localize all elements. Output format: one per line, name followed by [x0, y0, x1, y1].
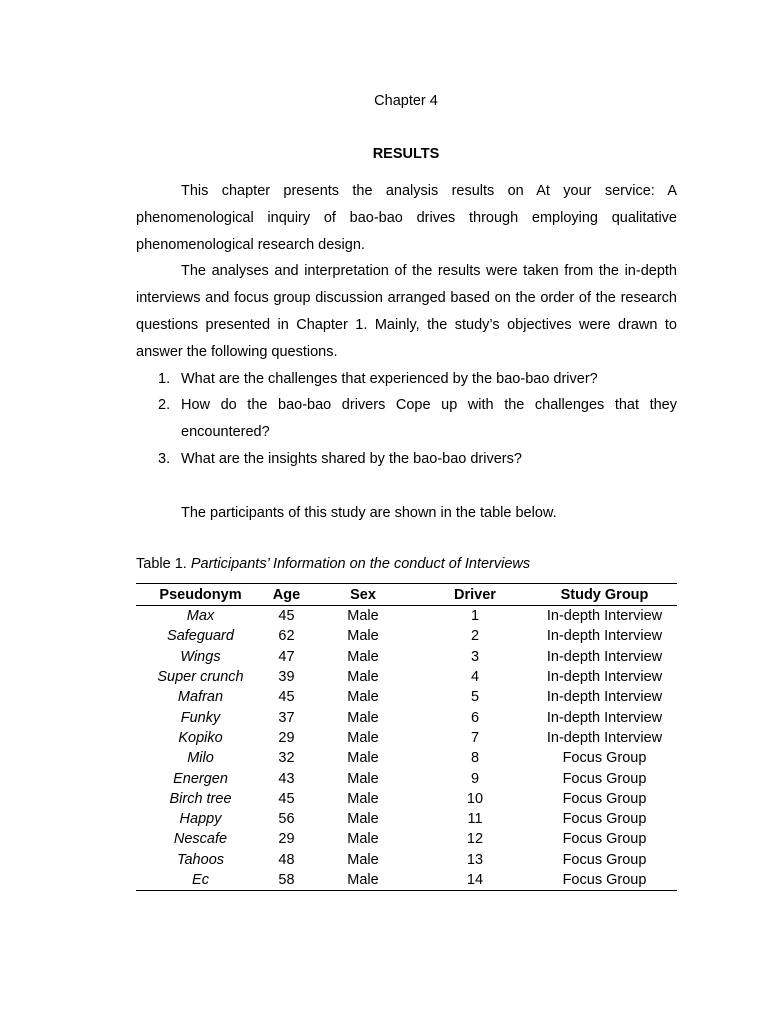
cell-study-group: Focus Group — [562, 831, 647, 848]
cell-driver: 5 — [470, 689, 480, 706]
list-number: 2. — [158, 397, 171, 414]
cell-age: 47 — [278, 648, 295, 665]
spacer — [136, 473, 677, 500]
table-row — [136, 687, 677, 707]
column-header-study-group: Study Group — [532, 584, 677, 606]
table-body — [136, 606, 677, 891]
cell-driver: 10 — [466, 790, 484, 807]
cell-age: 48 — [278, 851, 295, 868]
list-item-text: What are the challenges that experienced by the bao-bao driver? — [181, 370, 598, 387]
cell-pseudonym: Funky — [180, 709, 221, 726]
table-row — [136, 870, 677, 891]
cell-study-group: Focus Group — [562, 750, 647, 767]
table-row — [136, 667, 677, 687]
cell-age: 45 — [278, 608, 295, 625]
body-text — [136, 178, 677, 527]
cell-pseudonym: Happy — [179, 811, 222, 828]
cell-sex: Male — [347, 831, 379, 848]
table-row — [136, 748, 677, 768]
cell-pseudonym: Ec — [136, 870, 265, 891]
cell-driver: 7 — [470, 729, 480, 746]
table-row — [136, 809, 677, 829]
cell-driver: 11 — [467, 811, 483, 828]
cell-sex: Male — [347, 770, 379, 787]
cell-sex: Male — [347, 851, 379, 868]
paragraph-participants: The participants of this study are shown in the table below. — [181, 504, 557, 521]
cell-sex: Male — [347, 669, 379, 686]
cell-driver: 1 — [470, 608, 480, 625]
cell-age: 32 — [278, 750, 295, 767]
table-row — [136, 768, 677, 788]
table-caption — [136, 556, 677, 572]
cell-sex: Male — [347, 689, 379, 706]
cell-age: 37 — [278, 709, 295, 726]
cell-sex: Male — [347, 729, 379, 746]
cell-driver: 9 — [470, 770, 480, 787]
column-header-sex: Sex — [308, 584, 418, 606]
list-item — [136, 366, 677, 393]
cell-pseudonym: Kopiko — [178, 729, 223, 746]
cell-age: 39 — [278, 669, 295, 686]
list-item — [136, 446, 677, 473]
cell-pseudonym: Wings — [180, 648, 221, 665]
research-questions-list — [136, 366, 677, 473]
cell-driver: 14 — [418, 870, 532, 891]
cell-age: 45 — [278, 689, 295, 706]
table-row — [136, 850, 677, 870]
cell-pseudonym: Tahoos — [176, 851, 225, 868]
cell-sex: Male — [347, 750, 379, 767]
cell-study-group: Focus Group — [532, 870, 677, 891]
section-heading: RESULTS — [372, 146, 440, 162]
table-row — [136, 829, 677, 849]
chapter-number: Chapter 4 — [374, 93, 438, 109]
cell-study-group: Focus Group — [562, 851, 647, 868]
cell-pseudonym: Super crunch — [157, 669, 244, 686]
table-caption-title: Participants’ Information on the conduct of Interviews — [190, 556, 531, 572]
cell-driver: 6 — [470, 709, 480, 726]
cell-driver: 13 — [466, 851, 484, 868]
cell-driver: 3 — [470, 648, 480, 665]
cell-study-group: In-depth Interview — [546, 608, 663, 625]
cell-pseudonym: Mafran — [177, 689, 224, 706]
list-item-text: How do the bao-bao drivers Cope up with the challenges that they encountered? — [181, 397, 677, 441]
cell-pseudonym: Energen — [173, 770, 228, 787]
table-row — [136, 728, 677, 748]
table-header-row — [136, 584, 677, 606]
cell-sex: Male — [347, 628, 379, 645]
cell-study-group: In-depth Interview — [546, 669, 663, 686]
cell-driver: 8 — [470, 750, 480, 767]
column-header-driver: Driver — [418, 584, 532, 606]
column-header-pseudonym: Pseudonym — [136, 584, 265, 606]
cell-age: 43 — [278, 770, 295, 787]
list-item-text: What are the insights shared by the bao-bao drivers? — [181, 450, 522, 467]
cell-study-group: In-depth Interview — [546, 729, 663, 746]
table-row — [136, 626, 677, 646]
participants-table — [136, 583, 677, 891]
cell-study-group: Focus Group — [562, 790, 647, 807]
cell-study-group: Focus Group — [562, 811, 647, 828]
cell-age: 29 — [278, 729, 295, 746]
cell-study-group: In-depth Interview — [546, 648, 663, 665]
cell-pseudonym: Max — [186, 608, 215, 625]
list-item — [136, 392, 677, 446]
cell-sex: Male — [347, 790, 379, 807]
cell-sex: Male — [347, 811, 379, 828]
table-row — [136, 647, 677, 667]
cell-study-group: In-depth Interview — [546, 628, 663, 645]
table-row — [136, 606, 677, 627]
cell-sex: Male — [308, 870, 418, 891]
cell-pseudonym: Nescafe — [173, 831, 228, 848]
cell-age: 29 — [278, 831, 295, 848]
cell-driver: 12 — [466, 831, 484, 848]
cell-age: 62 — [278, 628, 295, 645]
cell-age: 56 — [278, 811, 295, 828]
table-row — [136, 789, 677, 809]
cell-age: 45 — [278, 790, 295, 807]
cell-study-group: In-depth Interview — [546, 709, 663, 726]
list-number: 3. — [158, 450, 171, 467]
cell-sex: Male — [347, 648, 379, 665]
list-number: 1. — [158, 370, 171, 387]
cell-age: 58 — [265, 870, 308, 891]
table-caption-label: Table 1. — [136, 556, 187, 572]
cell-driver: 4 — [470, 669, 480, 686]
cell-pseudonym: Milo — [187, 750, 214, 767]
cell-driver: 2 — [470, 628, 480, 645]
paragraph-intro: This chapter presents the analysis results on At your service: A phenomenological inquiry of bao-bao drives through employing qualitative phenomenological research design. — [136, 183, 677, 253]
cell-pseudonym: Safeguard — [167, 628, 234, 645]
cell-study-group: In-depth Interview — [546, 689, 663, 706]
paragraph-analysis: The analyses and interpretation of the results were taken from the in-depth interviews and focus group discussion arranged based on the order of the research questions presented in Chapter 1. Mainly, the study’s objectives were drawn to answer the following questions. — [136, 263, 677, 360]
cell-pseudonym: Birch tree — [169, 790, 232, 807]
column-header-age: Age — [265, 584, 308, 606]
cell-sex: Male — [347, 608, 379, 625]
cell-sex: Male — [347, 709, 379, 726]
table-row — [136, 707, 677, 727]
cell-study-group: Focus Group — [562, 770, 647, 787]
